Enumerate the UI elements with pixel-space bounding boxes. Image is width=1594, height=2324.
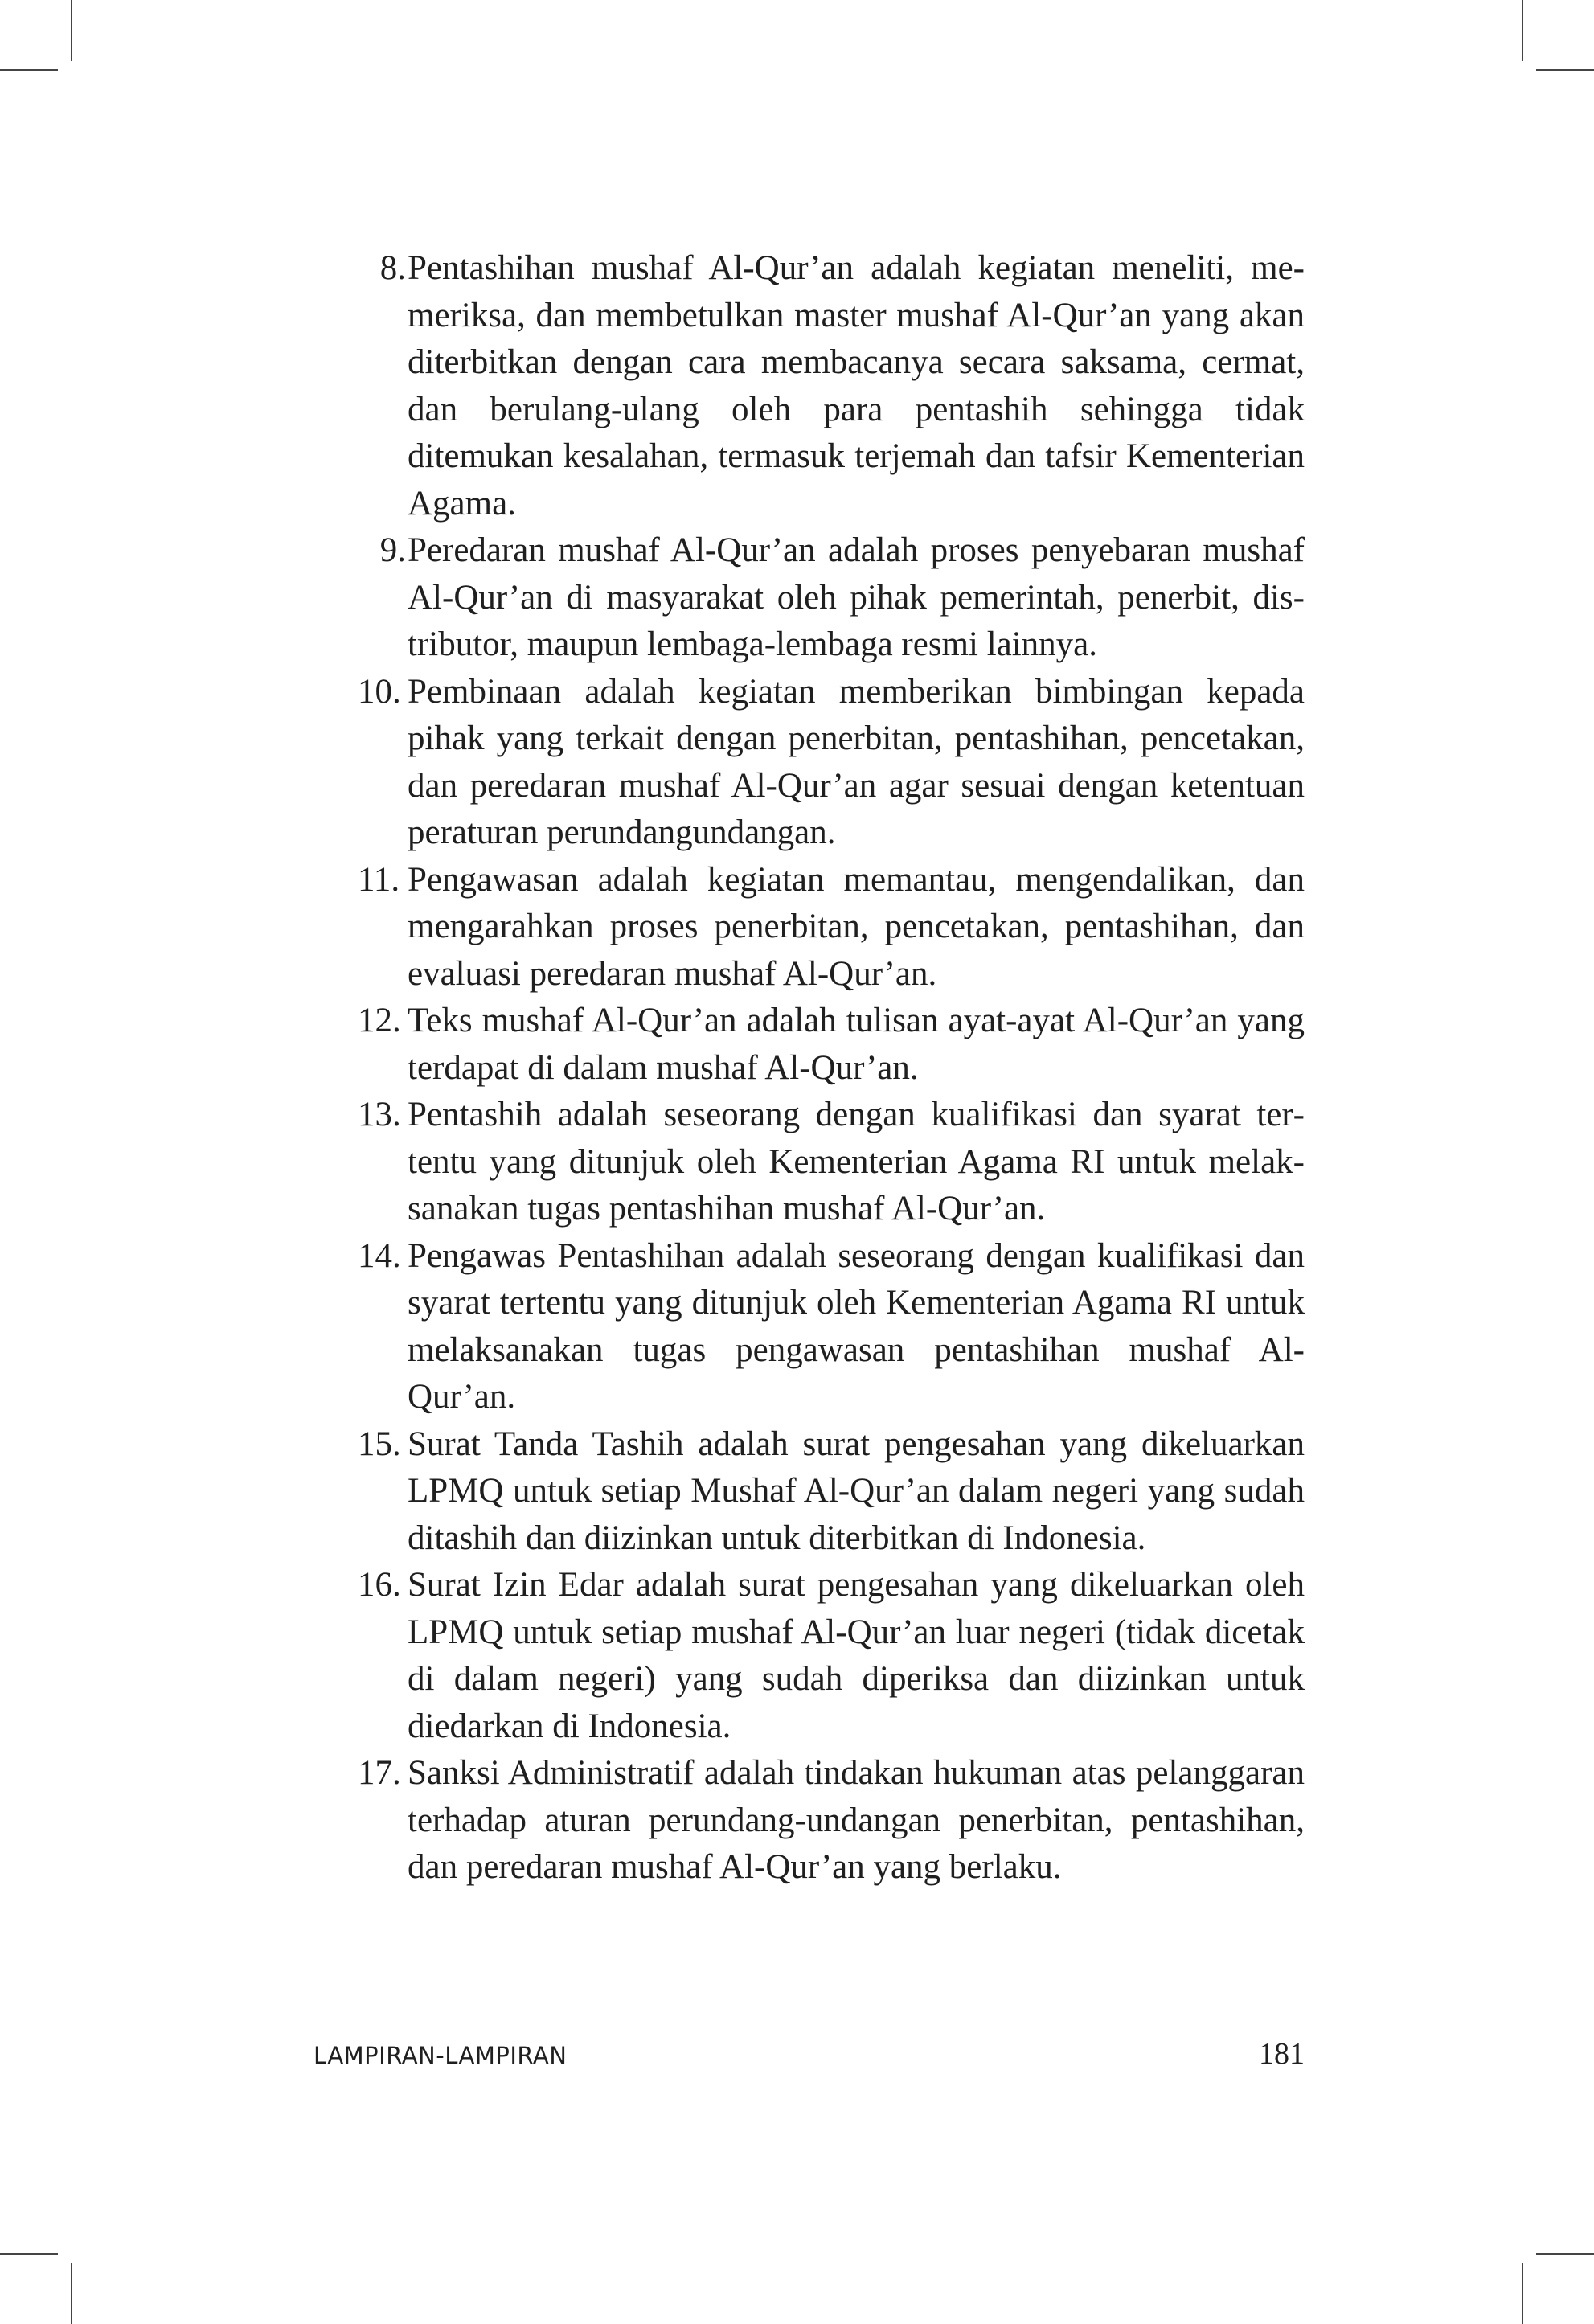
item-number: 11. (358, 860, 400, 899)
list-item (358, 245, 1305, 527)
item-text: Peredaran mushaf Al-Qur’an adalah proses penyebaran mushaf Al-Qur’an di masyarakat oleh pihak pemerintah, penerbit, distributor, maupun lembaga-lembaga resmi lainnya. (408, 531, 1305, 663)
list-item (358, 527, 1305, 669)
running-footer-section: LAMPIRAN-LAMPIRAN (313, 2042, 568, 2069)
crop-mark-bottom-left (71, 2263, 72, 2324)
definitions-list (358, 245, 1305, 1892)
crop-mark-top-right (1522, 0, 1523, 61)
list-item (358, 1750, 1305, 1892)
item-text: Teks mushaf Al-Qur’an adalah tulisan ayat-ayat Al-Qur’an yang terdapat di dalam mushaf Al-Qur’an. (408, 1002, 1305, 1087)
list-item (358, 1233, 1305, 1421)
item-text: Pengawas Pentashihan adalah seseorang dengan kualifikasi dan syarat tertentu yang ditunjuk oleh Kementerian Agama RI untuk melaksanakan tugas pengawasan pentashihan mushaf Al-Qur’an. (408, 1236, 1305, 1416)
crop-mark-top-right-h (1536, 69, 1594, 71)
item-number: 13. (358, 1096, 401, 1133)
item-number: 16. (358, 1566, 401, 1604)
item-text: Surat Izin Edar adalah surat pengesahan yang dikeluarkan oleh LPMQ untuk setiap mushaf Al-Qur’an luar negeri (tidak dicetak di dalam negeri) yang sudah diperiksa dan diizinkan untuk diedarkan di Indonesia. (408, 1566, 1305, 1745)
crop-mark-bottom-left-h (0, 2253, 58, 2255)
list-item (358, 1562, 1305, 1750)
item-number: 10. (358, 672, 401, 711)
item-text: Pentashihan mushaf Al-Qur’an adalah kegiatan meneliti, memeriksa, dan membetulkan master mushaf Al-Qur’an yang akan diterbitkan dengan cara membacanya secara saksama, cermat, dan berulang-ulang oleh para pentashih sehingga tidak ditemukan kesalahan, termasuk terjemah dan tafsir Kementerian Agama. (408, 249, 1305, 523)
item-text: Pengawasan adalah kegiatan memantau, mengendalikan, dan mengarahkan proses penerbitan, pencetakan, pentashihan, dan evaluasi peredaran mushaf Al-Qur’an. (408, 860, 1305, 993)
item-number: 14. (358, 1236, 401, 1275)
list-item (358, 998, 1305, 1092)
item-number: 12. (358, 1002, 401, 1039)
item-number: 15. (358, 1424, 401, 1463)
page-number: 181 (1259, 2037, 1305, 2071)
list-item (358, 857, 1305, 998)
crop-mark-bottom-right-h (1536, 2253, 1594, 2255)
item-text: Sanksi Administratif adalah tindakan hukuman atas pelanggaran terhadap aturan perundang-undangan penerbitan, pentashihan, dan peredaran mushaf Al-Qur’an yang berlaku. (408, 1754, 1305, 1886)
list-item (358, 1421, 1305, 1563)
item-number: 17. (358, 1754, 401, 1792)
crop-mark-top-left (71, 0, 72, 61)
list-item (358, 669, 1305, 857)
item-text: Pentashih adalah seseorang dengan kualifikasi dan syarat tertentu yang ditunjuk oleh Kementerian Agama RI untuk melaksanakan tugas pentashihan mushaf Al-Qur’an. (408, 1096, 1305, 1228)
crop-mark-bottom-right (1522, 2263, 1523, 2324)
item-text: Surat Tanda Tashih adalah surat pengesahan yang dikeluarkan LPMQ untuk setiap Mushaf Al-Qur’an dalam negeri yang sudah ditashih dan diizinkan untuk diterbitkan di Indonesia. (408, 1424, 1305, 1557)
item-number: 9. (379, 531, 406, 569)
list-item (358, 1092, 1305, 1233)
item-text: Pembinaan adalah kegiatan memberikan bimbingan kepada pihak yang terkait dengan penerbitan, pentashihan, pencetakan, dan peredaran mushaf Al-Qur’an agar sesuai dengan ketentuan peraturan perundangundangan. (408, 672, 1305, 851)
item-number: 8. (379, 249, 406, 287)
crop-mark-top-left-h (0, 69, 58, 71)
